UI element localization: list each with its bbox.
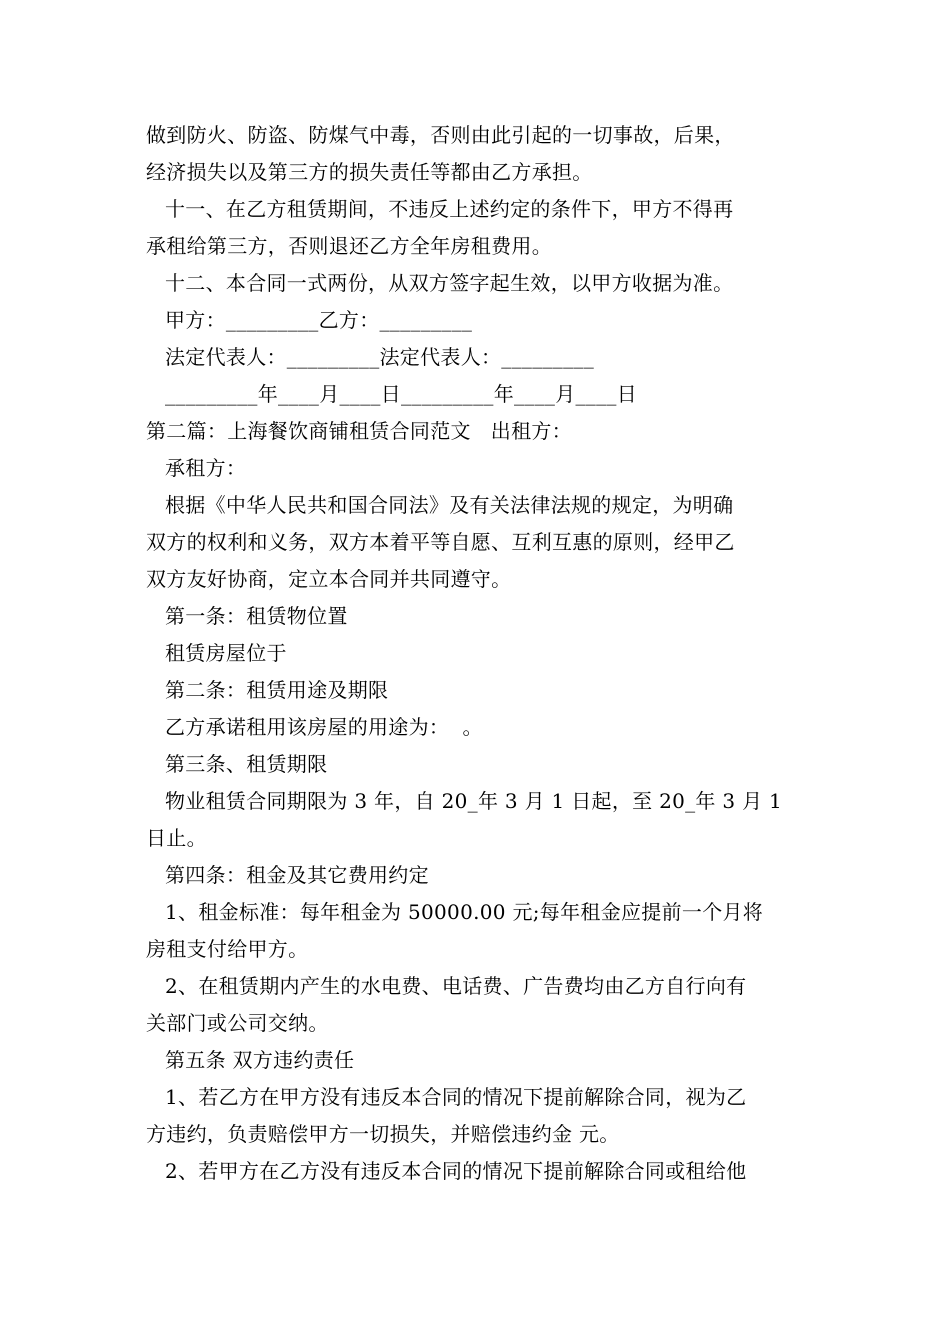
text-line-27: 1、若乙方在甲方没有违反本合同的情况下提前解除合同，视为乙 bbox=[165, 1085, 747, 1109]
article-2-heading: 第二条：租赁用途及期限 bbox=[165, 678, 389, 702]
text-line-15: 租赁房屋位于 bbox=[165, 641, 287, 665]
text-line-24: 2、在租赁期内产生的水电费、电话费、广告费均由乙方自行向有 bbox=[165, 974, 747, 998]
text-line-22: 1、租金标准：每年租金为 50000.00 元;每年租金应提前一个月将 bbox=[165, 900, 764, 924]
text-line-13: 双方友好协商，定立本合同并共同遵守。 bbox=[146, 567, 512, 591]
text-line-11: 根据《中华人民共和国合同法》及有关法律法规的规定，为明确 bbox=[165, 493, 734, 517]
section-heading: 第二篇：上海餐饮商铺租赁合同范文 出租方： bbox=[146, 419, 572, 443]
article-1-heading: 第一条：租赁物位置 bbox=[165, 604, 348, 628]
text-line-17: 乙方承诺租用该房屋的用途为： 。 bbox=[165, 715, 483, 739]
text-line-29: 2、若甲方在乙方没有违反本合同的情况下提前解除合同或租给他 bbox=[165, 1159, 747, 1183]
signature-party-line: 甲方：_________乙方：_________ bbox=[165, 308, 473, 332]
article-5-heading: 第五条 双方违约责任 bbox=[165, 1048, 355, 1072]
text-line-19: 物业租赁合同期限为 3 年，自 20_年 3 月 1 日起，至 20_年 3 月 1 bbox=[165, 789, 783, 813]
text-line-4: 承租给第三方，否则退还乙方全年房租费用。 bbox=[146, 234, 552, 258]
text-line-3: 十一、在乙方租赁期间，不违反上述约定的条件下，甲方不得再 bbox=[165, 197, 734, 221]
signature-date-line: _________年____月____日_________年____月____日 bbox=[165, 382, 637, 406]
article-4-heading: 第四条：租金及其它费用约定 bbox=[165, 863, 429, 887]
signature-representative-line: 法定代表人：_________法定代表人：_________ bbox=[165, 345, 594, 369]
text-line-20: 日止。 bbox=[146, 826, 207, 850]
text-line-2: 经济损失以及第三方的损失责任等都由乙方承担。 bbox=[146, 160, 593, 184]
text-line-23: 房租支付给甲方。 bbox=[146, 937, 309, 961]
text-line-5: 十二、本合同一式两份，从双方签字起生效，以甲方收据为准。 bbox=[165, 271, 734, 295]
text-line-1: 做到防火、防盗、防煤气中毒，否则由此引起的一切事故，后果， bbox=[146, 123, 735, 147]
document-body bbox=[146, 117, 810, 1190]
text-line-28: 方违约，负责赔偿甲方一切损失，并赔偿违约金 元。 bbox=[146, 1122, 620, 1146]
article-3-heading: 第三条、租赁期限 bbox=[165, 752, 328, 776]
text-line-12: 双方的权利和义务，双方本着平等自愿、互利互惠的原则，经甲乙 bbox=[146, 530, 735, 554]
text-line-25: 关部门或公司交纳。 bbox=[146, 1011, 329, 1035]
text-line-10: 承租方： bbox=[165, 456, 247, 480]
